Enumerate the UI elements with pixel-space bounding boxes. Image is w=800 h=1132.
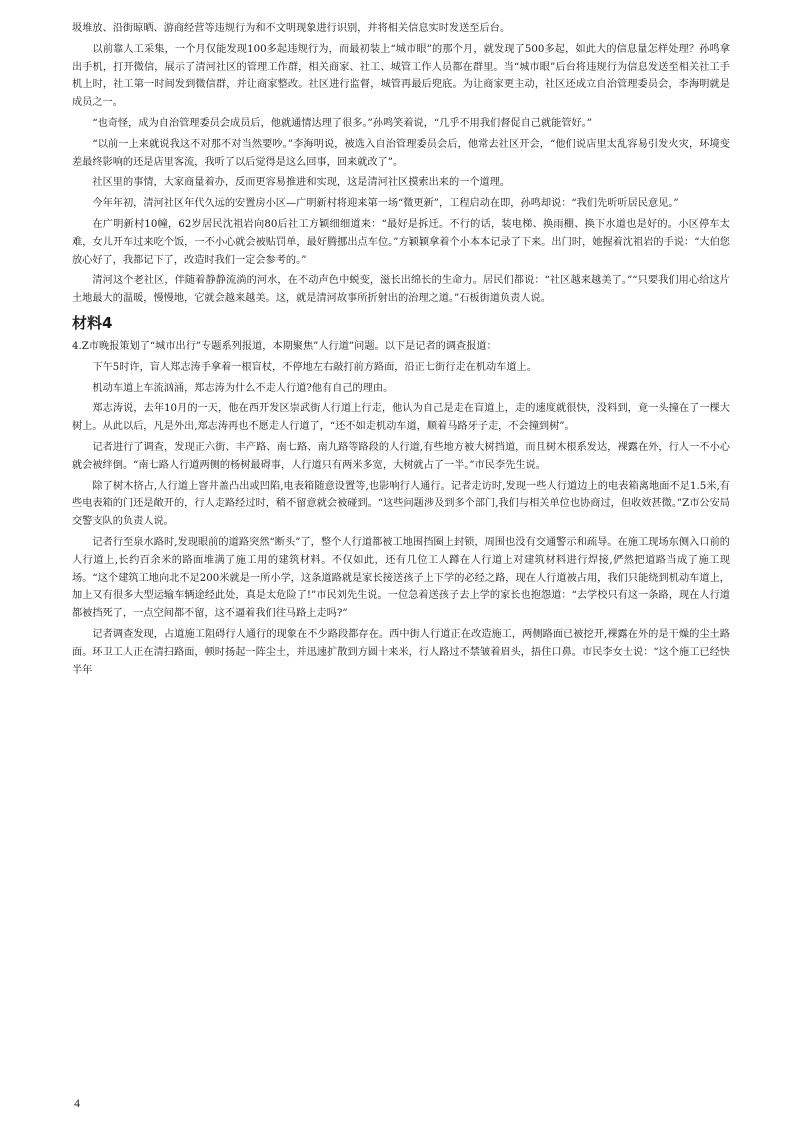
question-paragraph: 4.Z市晚报策划了“城市出行”专题系列报道，本期聚焦”人行道”问题。以下是记者的调查报道：: [72, 340, 497, 352]
paragraph: 记者进行了调查，发现正六街、丰产路、南七路、南九路等路段的人行道,有些地方被大树挡道，而且树木根系发达，裸露在外，行人一不小心就会被绊倒。“南七路人行道两侧的杨树最碍事，人行道只有两米多宽，大树就占了一半。”市民李先生说。: [72, 441, 730, 471]
paragraph: 以前靠人工采集，一个月仅能发现100多起违规行为，而最初装上“城市眼”的那个月，就发现了500多起，如此大的信息量怎样处理？孙鸣拿出手机，打开微信，展示了清河社区的管理工作群，相关商家、社工、城管工作人员都在群里。当“城市眼”后台将违规行为信息发送至相关社工手机上时，社工第一时间发到微信群，并让商家整改。社区进行监督，城管再最后兜底。为让商家更主动，社区还成立自治管理委员会，李海明就是成员之一。: [72, 43, 730, 109]
paragraph: 郑志涛说，去年10月的一天，他在西开发区崇武街人行道上行走，他认为自己是走在盲道上，走的速度就很快，没料到，竟一头撞在了一棵大树上。从此以后，凡是外出,郑志涛再也不愿走人行道了，“还不如走机动车道，顺着马路牙子走，不会撞到树”。: [72, 403, 730, 433]
paragraph: “以前一上来就说我这不对那不对当然要吵。”李海明说，被选入自治管理委员会后，他常去社区开会，“他们说店里太乱容易引发火灾，环境变差最终影响的还是店里客流，我听了以后觉得是这么回事，回来就改了”。: [72, 138, 730, 168]
paragraph: 清河这个老社区，伴随着静静流淌的河水，在不动声色中蜕变，滋长出绵长的生命力。居民们都说：“社区越来越美了。”“只要我们用心给这片土地最大的温暖，慢慢地，它就会越来越美。这，就是清河故事所折射出的治理之道。”石板街道负责人说。: [72, 275, 730, 305]
paragraph: 圾堆放、沿街晾晒、游商经营等违规行为和不文明现象进行识别，并将相关信息实时发送至后台。: [72, 23, 511, 34]
page-number: 4: [74, 1096, 80, 1110]
paragraph: 今年年初，清河社区年代久远的安置房小区—广明新村将迎来第一场“微更新”，工程启动在即，孙鸣却说：“我们先听听居民意见。”: [92, 198, 679, 210]
paragraph: 机动车道上车流汹涌，郑志涛为什么不走人行道?他有自己的理由。: [92, 382, 394, 394]
paragraph: 社区里的事情，大家商量着办，反而更容易推进和实现，这是清河社区摸索出来的一个道理。: [92, 177, 511, 189]
paragraph: 记者行至泉水路时,发现眼前的道路突然“断头”了，整个人行道都被工地围挡圈上封锁，周围也没有交通警示和疏导。在施工现场东侧入口前的人行道上,长约百余米的路面堆满了施工用的建筑材料。不仅如此，还有几位工人蹲在人行道上对建筑材料进行焊接,俨然把道路当成了施工现场。“这个建筑工地向北不足200米就是一所小学，这条道路就是家长接送孩子上下学的必经之路，现在人行道被占用，我们只能绕到机动车道上，加上又有很多大型运输车辆途经此处，真是太危险了!”市民刘先生说。一位急着送孩子去上学的家长也抱怨道：“去学校只有这一条路，现在人行道都被挡死了，一点空间都不留，这不逼着我们往马路上走吗?”: [72, 536, 730, 620]
section-heading: 材料4: [72, 313, 113, 332]
paragraph: 除了树木挤占,人行道上窨井盖凸出或凹陷,电表箱随意设置等,也影响行人通行。记者走访时,发现一些人行道边上的电表箱离地面不足1.5米,有些电表箱的门还是敞开的，行人走路经过时，稍不留意就会被碰到。“这些问题涉及到多个部门,我们与相关单位也协商过，但收效甚微。”Z市公安局交警支队的负责人说。: [72, 480, 730, 528]
paragraph: 下午5时许，盲人郑志涛手拿着一根盲杖，不停地左右敲打前方路面，沿正七街行走在机动车道上。: [92, 361, 537, 373]
paragraph: “也奇怪，成为自治管理委员会成员后，他就通情达理了很多。”孙鸣笑着说，“几乎不用我们督促自己就能管好。”: [92, 117, 593, 129]
paragraph: 记者调查发现，占道施工阻碍行人通行的现象在不少路段都存在。西中街人行道正在改造施工，两侧路面已被挖开,裸露在外的是干燥的尘土路面。环卫工人正在清扫路面，顿时扬起一阵尘土，并迅速扩散到方圆十来米，行人路过不禁皱着眉头，捂住口鼻。市民李女士说：“这个施工已经快半年: [72, 628, 730, 676]
paragraph: 在广明新村10幢，62岁居民沈祖岩向80后社工方颖细细道来：“最好是拆迁。不行的话，装电梯、换雨棚、换下水道也是好的。小区停车太难，女儿开车过来吃个饭，一不小心就会被贴罚单，最好腾挪出点车位。”方颖颖拿着个小本本记录了下来。出门时，她握着沈祖岩的手说：“大伯您放心好了，我都记下了，改造时我们一定会参考的。”: [72, 218, 730, 266]
